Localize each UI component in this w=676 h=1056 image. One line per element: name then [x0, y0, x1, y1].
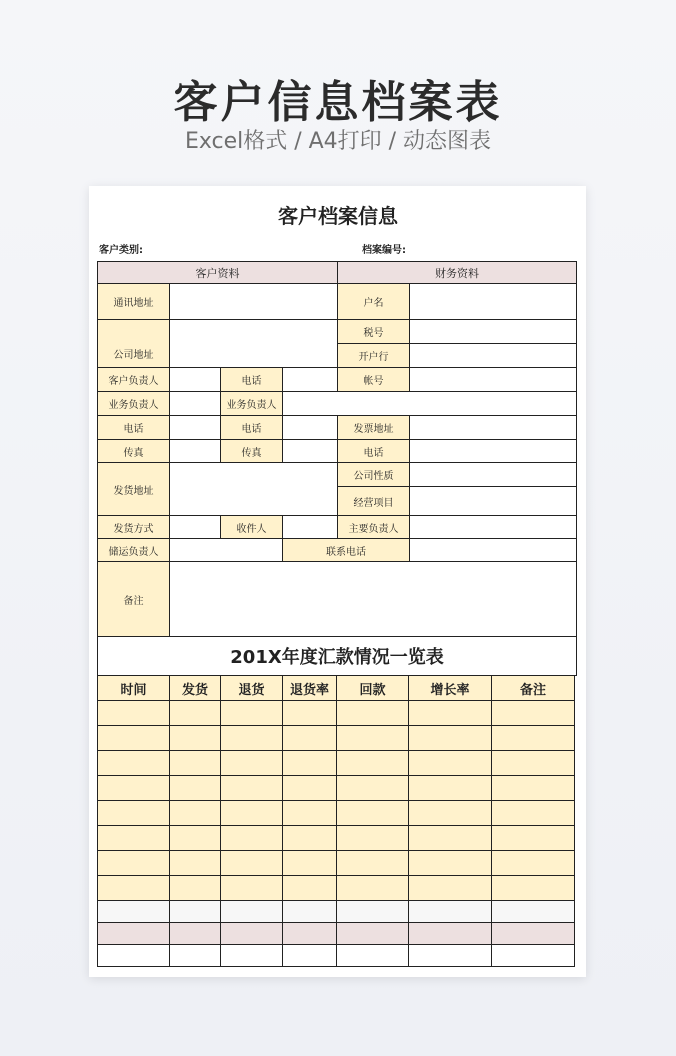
- summary-cell-time[interactable]: [97, 750, 170, 776]
- customer-section-header: 客户资料: [97, 261, 338, 284]
- summary-header-return-rate: 退货率: [282, 675, 337, 701]
- file-number-label: 档案编号:: [362, 245, 406, 256]
- receiver-label: 收件人: [220, 515, 283, 539]
- summary-cell-return[interactable]: [220, 800, 283, 826]
- summary-cell-growth-rate[interactable]: [408, 900, 492, 923]
- invoice-address-field[interactable]: [409, 415, 577, 440]
- customer-manager-label: 客户负责人: [97, 367, 170, 392]
- summary-cell-growth-rate[interactable]: [408, 700, 492, 726]
- summary-cell-return-rate[interactable]: [282, 900, 337, 923]
- summary-cell-payment[interactable]: [336, 750, 409, 776]
- summary-cell-remarks[interactable]: [491, 800, 575, 826]
- invoice-phone-field[interactable]: [409, 439, 577, 463]
- summary-cell-growth-rate[interactable]: [408, 800, 492, 826]
- summary-cell-remarks[interactable]: [491, 775, 575, 801]
- summary-header-remarks: 备注: [491, 675, 575, 701]
- summary-cell-shipment[interactable]: [169, 850, 221, 876]
- phone-field[interactable]: [282, 367, 338, 392]
- summary-cell-return[interactable]: [220, 700, 283, 726]
- bank-field[interactable]: [409, 343, 577, 368]
- summary-cell-return[interactable]: [220, 725, 283, 751]
- summary-header-payment: 回款: [336, 675, 409, 701]
- summary-cell-growth-rate[interactable]: [408, 922, 492, 945]
- summary-cell-return-rate[interactable]: [282, 922, 337, 945]
- summary-cell-return[interactable]: [220, 944, 283, 967]
- shipping-method-label: 发货方式: [97, 515, 170, 539]
- summary-cell-payment[interactable]: [336, 825, 409, 851]
- summary-cell-growth-rate[interactable]: [408, 850, 492, 876]
- phone-field-3[interactable]: [282, 415, 338, 440]
- business-scope-label: 经营项目: [337, 486, 410, 516]
- summary-cell-remarks[interactable]: [491, 700, 575, 726]
- summary-header-shipment: 发货: [169, 675, 221, 701]
- summary-cell-shipment[interactable]: [169, 775, 221, 801]
- remarks-label: 备注: [97, 561, 170, 637]
- summary-cell-shipment[interactable]: [169, 700, 221, 726]
- summary-cell-time[interactable]: [97, 775, 170, 801]
- summary-table-title: 201X年度汇款情况一览表: [97, 636, 577, 676]
- fax-field-2[interactable]: [282, 439, 338, 463]
- phone-label-2: 电话: [97, 415, 170, 440]
- address-field[interactable]: [169, 283, 338, 320]
- summary-cell-return-rate[interactable]: [282, 850, 337, 876]
- summary-cell-payment[interactable]: [336, 850, 409, 876]
- summary-cell-payment[interactable]: [336, 944, 409, 967]
- fax-label-2: 传真: [220, 439, 283, 463]
- business-manager-label: 业务负责人: [97, 391, 170, 416]
- invoice-phone-label: 电话: [337, 439, 410, 463]
- summary-cell-time[interactable]: [97, 800, 170, 826]
- summary-cell-payment[interactable]: [336, 922, 409, 945]
- account-name-field[interactable]: [409, 283, 577, 320]
- summary-cell-shipment[interactable]: [169, 750, 221, 776]
- summary-cell-return[interactable]: [220, 825, 283, 851]
- summary-cell-return-rate[interactable]: [282, 875, 337, 901]
- tax-id-field[interactable]: [409, 319, 577, 344]
- summary-cell-time[interactable]: [97, 700, 170, 726]
- summary-cell-remarks[interactable]: [491, 875, 575, 901]
- business-manager-label-2: 业务负责人: [220, 391, 283, 416]
- fax-label: 传真: [97, 439, 170, 463]
- summary-cell-remarks[interactable]: [491, 750, 575, 776]
- business-manager-field[interactable]: [169, 391, 221, 416]
- summary-cell-payment[interactable]: [336, 775, 409, 801]
- summary-cell-remarks[interactable]: [491, 900, 575, 923]
- summary-cell-remarks[interactable]: [491, 922, 575, 945]
- address-label: 通讯地址: [97, 283, 170, 320]
- shipping-method-field[interactable]: [169, 515, 221, 539]
- invoice-address-label: 发票地址: [337, 415, 410, 440]
- summary-cell-time[interactable]: [97, 922, 170, 945]
- summary-cell-return[interactable]: [220, 775, 283, 801]
- summary-cell-growth-rate[interactable]: [408, 725, 492, 751]
- summary-header-growth-rate: 增长率: [408, 675, 492, 701]
- summary-cell-shipment[interactable]: [169, 825, 221, 851]
- summary-cell-growth-rate[interactable]: [408, 944, 492, 967]
- account-name-label: 户名: [337, 283, 410, 320]
- summary-cell-return-rate[interactable]: [282, 700, 337, 726]
- bank-label: 开户行: [337, 343, 410, 368]
- contact-phone-label: 联系电话: [282, 538, 410, 562]
- main-manager-label: 主要负责人: [337, 515, 410, 539]
- phone-field-2[interactable]: [169, 415, 221, 440]
- customer-manager-field[interactable]: [169, 367, 221, 392]
- company-address-label: 公司地址: [97, 319, 170, 368]
- summary-cell-return[interactable]: [220, 900, 283, 923]
- summary-cell-shipment[interactable]: [169, 725, 221, 751]
- summary-cell-time[interactable]: [97, 875, 170, 901]
- shipping-address-label: 发货地址: [97, 462, 170, 516]
- summary-cell-return-rate[interactable]: [282, 725, 337, 751]
- main-manager-field[interactable]: [409, 515, 577, 539]
- summary-header-time: 时间: [97, 675, 170, 701]
- summary-cell-growth-rate[interactable]: [408, 775, 492, 801]
- page-subtitle: Excel格式 / A4打印 / 动态图表: [184, 129, 492, 154]
- phone-label: 电话: [220, 367, 283, 392]
- finance-section-header: 财务资料: [337, 261, 577, 284]
- summary-cell-payment[interactable]: [336, 900, 409, 923]
- page-title: 客户信息档案表: [173, 77, 503, 128]
- company-type-label: 公司性质: [337, 462, 410, 487]
- summary-cell-remarks[interactable]: [491, 850, 575, 876]
- summary-cell-return[interactable]: [220, 750, 283, 776]
- summary-cell-remarks[interactable]: [491, 725, 575, 751]
- account-number-label: 帐号: [337, 367, 410, 392]
- summary-cell-return-rate[interactable]: [282, 750, 337, 776]
- summary-cell-time[interactable]: [97, 725, 170, 751]
- summary-cell-shipment[interactable]: [169, 922, 221, 945]
- summary-cell-growth-rate[interactable]: [408, 750, 492, 776]
- summary-cell-payment[interactable]: [336, 875, 409, 901]
- summary-cell-time[interactable]: [97, 850, 170, 876]
- summary-cell-time[interactable]: [97, 900, 170, 923]
- summary-cell-return[interactable]: [220, 922, 283, 945]
- remarks-field[interactable]: [169, 561, 577, 637]
- company-type-field[interactable]: [409, 462, 577, 487]
- summary-cell-shipment[interactable]: [169, 875, 221, 901]
- summary-cell-payment[interactable]: [336, 700, 409, 726]
- summary-cell-return[interactable]: [220, 850, 283, 876]
- business-scope-field[interactable]: [409, 486, 577, 516]
- tax-id-label: 税号: [337, 319, 410, 344]
- summary-header-return: 退货: [220, 675, 283, 701]
- logistics-manager-label: 储运负责人: [97, 538, 170, 562]
- summary-cell-return-rate[interactable]: [282, 775, 337, 801]
- logistics-manager-field[interactable]: [169, 538, 283, 562]
- summary-cell-time[interactable]: [97, 944, 170, 967]
- account-number-field[interactable]: [409, 367, 577, 392]
- summary-cell-remarks[interactable]: [491, 825, 575, 851]
- contact-phone-field[interactable]: [409, 538, 577, 562]
- summary-cell-remarks[interactable]: [491, 944, 575, 967]
- company-address-field[interactable]: [169, 319, 338, 368]
- summary-cell-return-rate[interactable]: [282, 800, 337, 826]
- phone-label-3: 电话: [220, 415, 283, 440]
- summary-cell-time[interactable]: [97, 825, 170, 851]
- summary-cell-return-rate[interactable]: [282, 944, 337, 967]
- summary-cell-return[interactable]: [220, 875, 283, 901]
- summary-cell-payment[interactable]: [336, 800, 409, 826]
- summary-cell-growth-rate[interactable]: [408, 875, 492, 901]
- summary-cell-payment[interactable]: [336, 725, 409, 751]
- business-manager-field-2[interactable]: [282, 391, 577, 416]
- summary-cell-shipment[interactable]: [169, 944, 221, 967]
- fax-field[interactable]: [169, 439, 221, 463]
- summary-cell-return-rate[interactable]: [282, 825, 337, 851]
- shipping-address-field[interactable]: [169, 462, 338, 516]
- customer-type-label: 客户类别:: [99, 245, 143, 256]
- summary-cell-shipment[interactable]: [169, 800, 221, 826]
- summary-cell-growth-rate[interactable]: [408, 825, 492, 851]
- receiver-field[interactable]: [282, 515, 338, 539]
- summary-cell-shipment[interactable]: [169, 900, 221, 923]
- sheet-title: 客户档案信息: [278, 204, 398, 228]
